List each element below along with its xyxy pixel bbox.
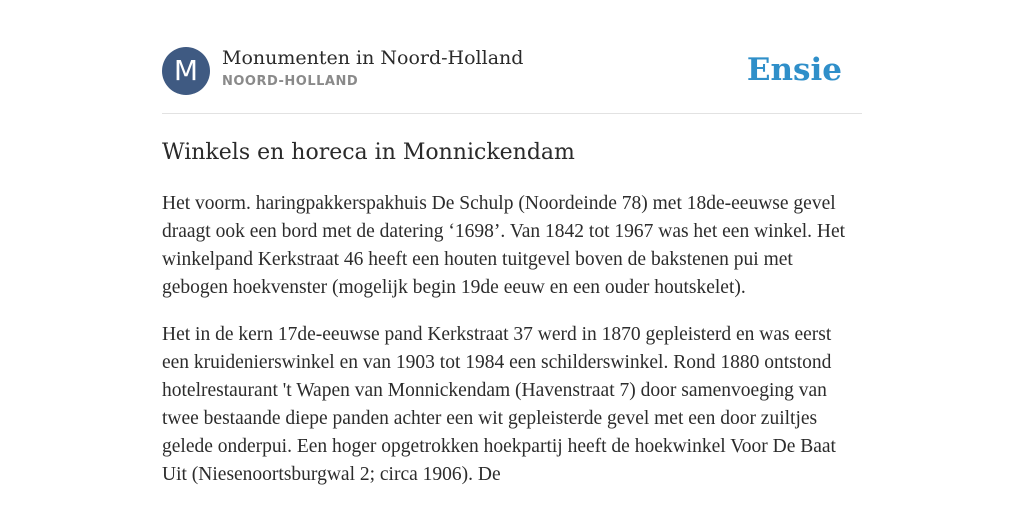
article-title: Winkels en horeca in Monnickendam	[162, 140, 575, 165]
paragraph: Het in de kern 17de-eeuwse pand Kerkstraat 37 werd in 1870 gepleisterd en was eerst een kruidenierswinkel en van 1903 tot 1984 een schilderswinkel. Rond 1880 ontstond hotelrestaurant 't Wapen van Monnickendam (Havenstraat 7) door samenvoeging van twee bestaande diepe panden achter een wit gepleisterde gevel met een door zuiltjes gelede onderpui. Een hoger opgetrokken hoekpartij heeft de hoekwinkel Voor De Baat Uit (Niesenoortsburgwal 2; circa 1906). De	[162, 324, 836, 485]
header-divider	[162, 113, 862, 114]
article-body	[162, 190, 862, 508]
paragraph: Het voorm. haringpakkerspakhuis De Schulp (Noordeinde 78) met 18de-eeuwse gevel draagt ook een bord met de datering ‘1698’. Van 1842 tot 1967 was het een winkel. Het winkelpand Kerkstraat 46 heeft een houten tuitgevel boven de bakstenen pui met gebogen hoekvenster (mogelijk begin 19de eeuw en een ouder houtskelet).	[162, 193, 846, 298]
source-title[interactable]: Monumenten in Noord-Holland	[222, 47, 524, 69]
source-header	[162, 46, 862, 96]
source-category[interactable]: NOORD-HOLLAND	[222, 74, 359, 89]
brand-logo[interactable]: Ensie	[746, 52, 842, 88]
avatar[interactable]: M	[162, 47, 210, 95]
